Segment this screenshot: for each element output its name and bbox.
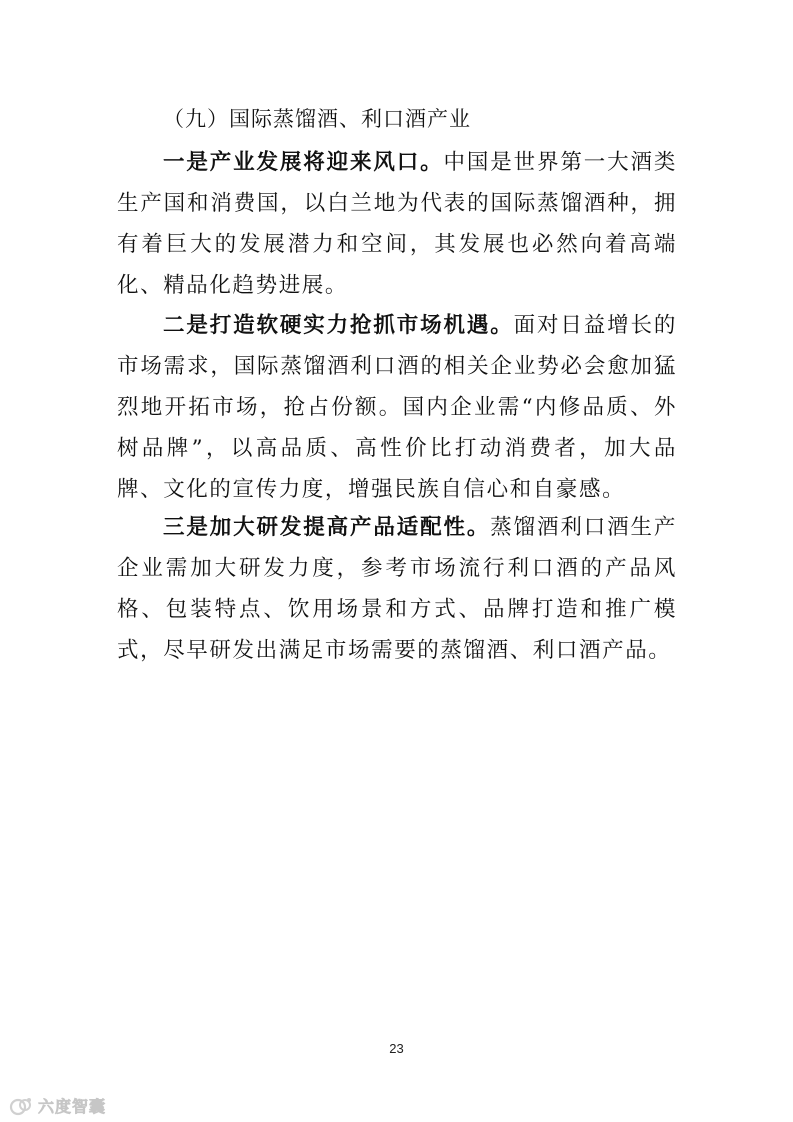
paragraph-3-body: 蒸馏酒利口酒生产企业需加大研发力度，参考市场流行利口酒的产品风格、包装特点、饮用场景和方式、品牌打造和推广模式，尽早研发出满足市场需要的蒸馏酒、利口酒产品。 <box>117 515 677 663</box>
paragraph-1-body: 中国是世界第一大酒类生产国和消费国，以白兰地为代表的国际蒸馏酒种，拥有着巨大的发展潜力和空间，其发展也必然向着高端化、精品化趋势进展。 <box>117 150 677 298</box>
section-heading: （九）国际蒸馏酒、利口酒产业 <box>163 107 471 131</box>
watermark <box>8 1094 106 1117</box>
paragraph-1 <box>117 142 677 306</box>
brand-logo-icon <box>8 1096 34 1116</box>
paragraph-3-lead: 三是加大研发提高产品适配性。 <box>163 515 491 540</box>
paragraph-2-body: 面对日益增长的市场需求，国际蒸馏酒利口酒的相关企业势必会愈加猛烈地开拓市场，抢占份额。国内企业需“内修品质、外树品牌”，以高品质、高性价比打动消费者，加大品牌、文化的宣传力度，增强民族自信心和自豪感。 <box>117 313 677 502</box>
paragraph-2 <box>117 305 677 510</box>
paragraph-3 <box>117 507 677 671</box>
watermark-text: 六度智囊 <box>38 1097 107 1116</box>
paragraph-1-lead: 一是产业发展将迎来风口。 <box>163 150 444 175</box>
paragraph-2-lead: 二是打造软硬实力抢抓市场机遇。 <box>163 313 514 338</box>
page-number: 23 <box>389 1041 404 1056</box>
